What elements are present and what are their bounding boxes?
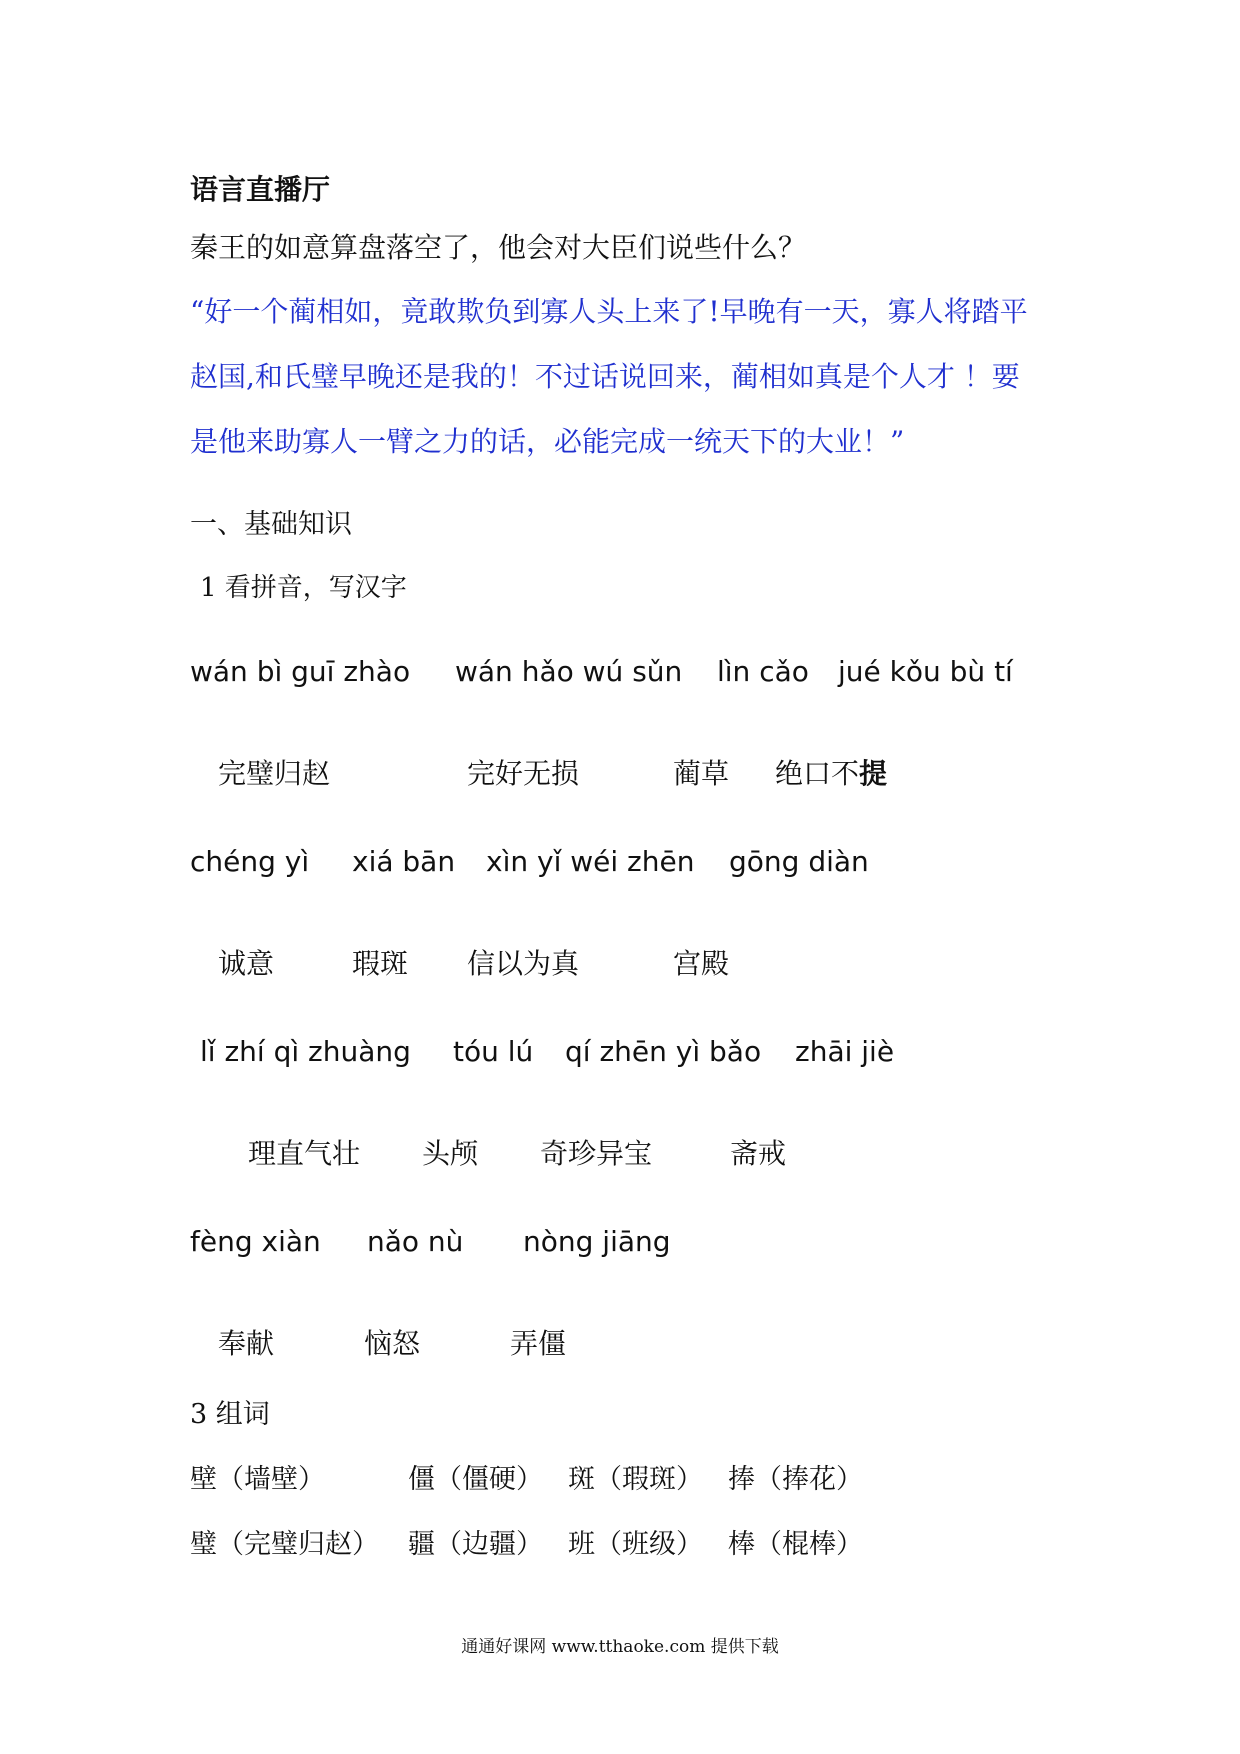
word-group: 班（班级） bbox=[568, 1529, 703, 1560]
pinyin-item: wán bì guī zhào bbox=[190, 655, 411, 688]
section-heading: 语言直播厅 bbox=[190, 173, 331, 206]
pinyin-item: chéng yì bbox=[190, 845, 310, 878]
hanzi-answer: 完璧归赵 bbox=[218, 757, 331, 790]
hanzi-answer: 弄僵 bbox=[510, 1327, 567, 1360]
quote-line: 是他来助寡人一臂之力的话，必能完成一统天下的大业！” bbox=[190, 425, 905, 458]
pinyin-item: lǐ zhí qì zhuàng bbox=[200, 1035, 411, 1068]
hanzi-answer-bold-char: 提 bbox=[859, 757, 888, 790]
pinyin-item: nòng jiāng bbox=[523, 1225, 671, 1258]
word-group: 棒（棍棒） bbox=[728, 1529, 863, 1560]
hanzi-answer: 完好无损 bbox=[467, 757, 580, 790]
pinyin-item: xìn yǐ wéi zhēn bbox=[486, 845, 695, 878]
pinyin-item: tóu lú bbox=[453, 1035, 534, 1068]
pinyin-item: nǎo nù bbox=[367, 1225, 464, 1258]
word-group: 斑（瑕斑） bbox=[568, 1464, 703, 1495]
hanzi-answer: 头颅 bbox=[422, 1137, 479, 1170]
exercise-3-title: 3 组词 bbox=[190, 1399, 270, 1430]
hanzi-answer: 宫殿 bbox=[673, 947, 730, 980]
pinyin-item: xiá bān bbox=[352, 845, 456, 878]
prompt-question: 秦王的如意算盘落空了，他会对大臣们说些什么？ bbox=[190, 231, 807, 264]
hanzi-answer: 蔺草 bbox=[673, 757, 730, 790]
word-group: 璧（完璧归赵） bbox=[190, 1529, 379, 1560]
word-group: 疆（边疆） bbox=[408, 1529, 543, 1560]
footer-watermark: 通通好课网 www.tthaoke.com 提供下载 bbox=[461, 1637, 779, 1657]
pinyin-item: lìn cǎo bbox=[717, 655, 809, 688]
word-group: 捧（捧花） bbox=[728, 1464, 863, 1495]
hanzi-answer-part: 绝口不 bbox=[775, 757, 860, 790]
hanzi-answer: 斋戒 bbox=[730, 1137, 787, 1170]
hanzi-answer: 瑕斑 bbox=[352, 947, 409, 980]
pinyin-item: gōng diàn bbox=[729, 845, 869, 878]
section-title: 一、基础知识 bbox=[190, 509, 352, 540]
hanzi-answer: 奉献 bbox=[218, 1327, 275, 1360]
word-group: 僵（僵硬） bbox=[408, 1464, 543, 1495]
quote-line: 赵国,和氏璧早晚还是我的！不过话说回来，蔺相如真是个人才 ！要 bbox=[190, 360, 1020, 393]
word-group: 壁（墙壁） bbox=[190, 1464, 325, 1495]
hanzi-answer bbox=[775, 752, 887, 792]
hanzi-answer: 信以为真 bbox=[467, 947, 580, 980]
hanzi-answer: 诚意 bbox=[218, 947, 275, 980]
pinyin-item: wán hǎo wú sǔn bbox=[455, 655, 683, 688]
pinyin-item: zhāi jiè bbox=[795, 1035, 895, 1068]
exercise-1-title: 1 看拼音，写汉字 bbox=[200, 573, 407, 603]
pinyin-item: qí zhēn yì bǎo bbox=[565, 1035, 762, 1068]
pinyin-item: fèng xiàn bbox=[190, 1225, 321, 1258]
hanzi-answer: 理直气壮 bbox=[248, 1137, 361, 1170]
hanzi-answer: 恼怒 bbox=[364, 1327, 421, 1360]
quote-line: “好一个蔺相如，竟敢欺负到寡人头上来了!早晚有一天，寡人将踏平 bbox=[190, 295, 1028, 328]
hanzi-answer: 奇珍异宝 bbox=[540, 1137, 653, 1170]
pinyin-item: jué kǒu bù tí bbox=[838, 655, 1013, 688]
